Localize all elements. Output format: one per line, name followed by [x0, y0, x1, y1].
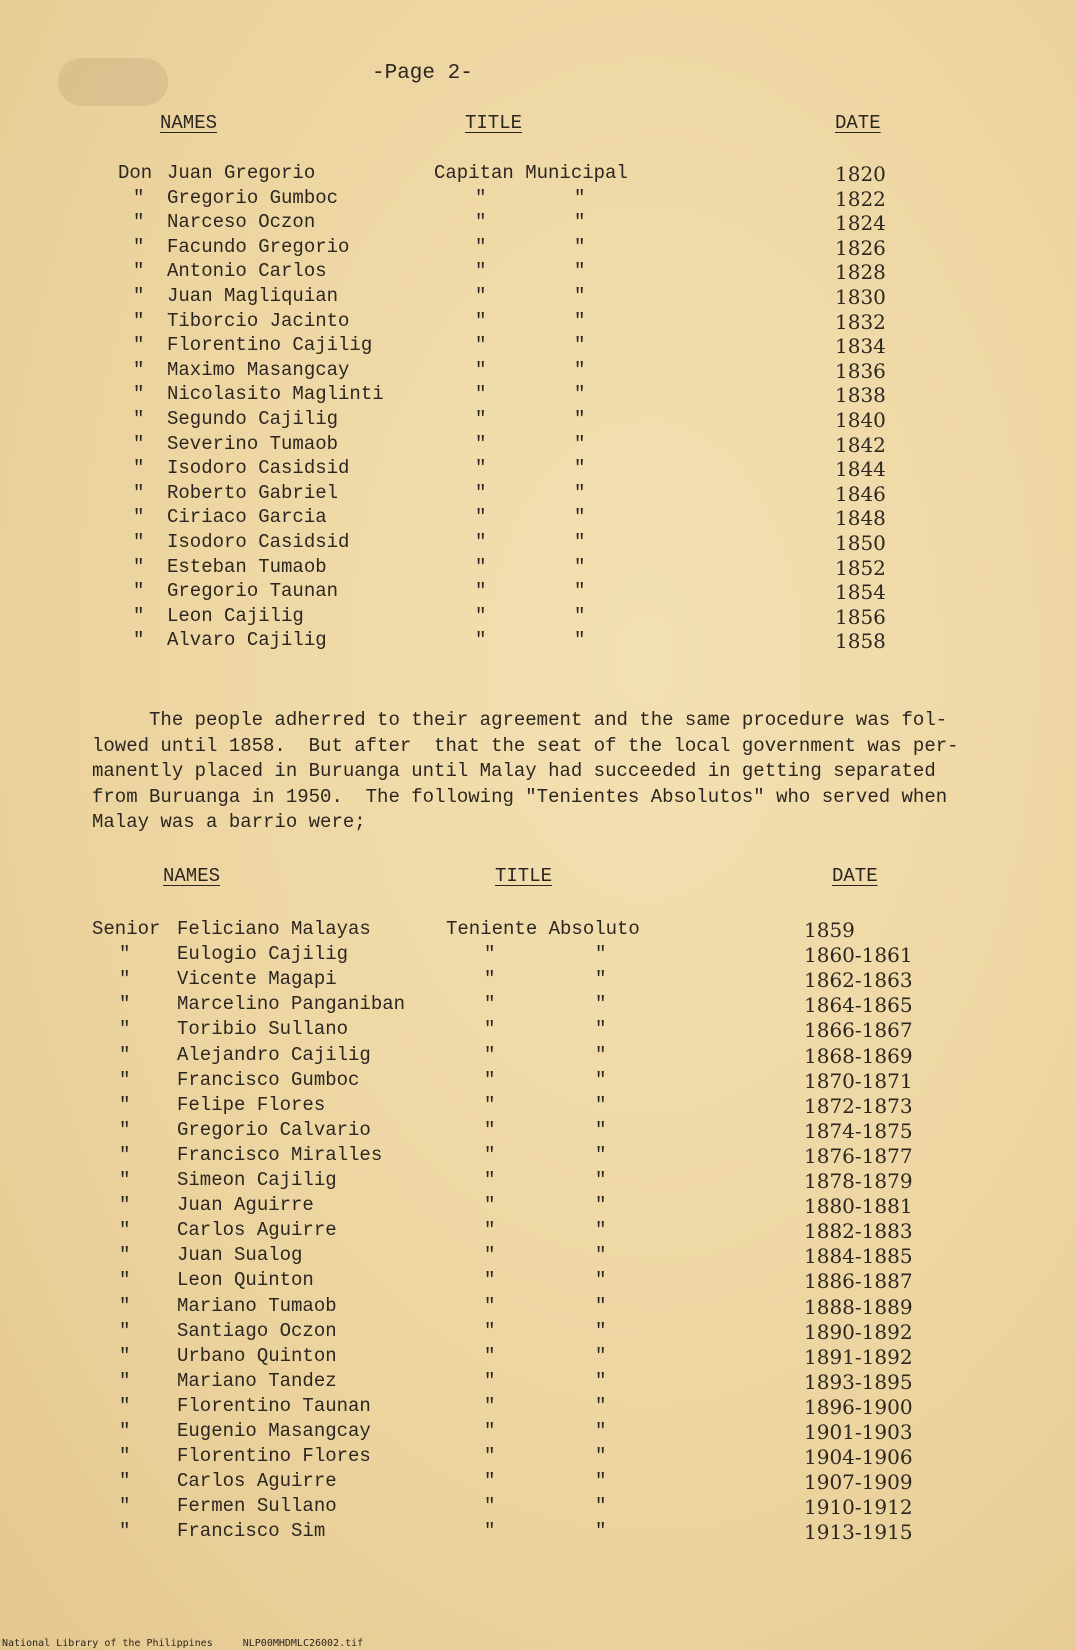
title-ditto-mark: " — [574, 432, 586, 455]
term-date: 1830 — [835, 285, 886, 309]
term-date: 1862-1863 — [804, 968, 913, 993]
term-date: 1859 — [804, 918, 855, 942]
title-ditto-mark: " — [484, 1093, 496, 1116]
title-ditto-mark: " — [484, 1118, 496, 1141]
ditto-mark: " — [119, 1470, 131, 1493]
official-name: Nicolasito Maglinti — [167, 383, 384, 406]
ditto-mark: " — [119, 1169, 131, 1191]
title-ditto-mark: " — [595, 1520, 607, 1543]
title-ditto-mark: " — [484, 1269, 496, 1292]
title-ditto-mark: " — [595, 1445, 607, 1468]
title-ditto-mark: " — [595, 1018, 607, 1041]
table2-header-date: DATE — [832, 865, 878, 887]
table-row — [0, 1044, 1076, 1070]
official-name: Juan Gregorio — [167, 162, 316, 184]
official-name: Esteban Tumaob — [167, 555, 327, 578]
ditto-mark: " — [119, 1093, 131, 1116]
ditto-mark: " — [119, 1118, 131, 1141]
title-ditto-mark: " — [595, 1269, 607, 1292]
title-ditto-mark: " — [595, 943, 607, 966]
official-name: Mariano Tumaob — [177, 1294, 337, 1317]
ditto-mark: " — [133, 408, 145, 430]
table-row — [0, 1445, 1076, 1471]
term-date: 1913-1915 — [804, 1520, 913, 1545]
term-date: 1848 — [835, 506, 886, 531]
title-ditto-mark: " — [484, 1495, 496, 1518]
ditto-mark: " — [133, 580, 145, 603]
table-row — [0, 1244, 1076, 1270]
title-ditto-mark: " — [595, 1068, 607, 1091]
term-date: 1838 — [835, 383, 886, 408]
title-ditto-mark: " — [574, 555, 586, 578]
title-ditto-mark: " — [475, 358, 487, 381]
title-ditto-mark: " — [475, 309, 487, 332]
official-name: Mariano Tandez — [177, 1369, 337, 1392]
ditto-mark: " — [133, 309, 145, 332]
title-ditto-mark: " — [574, 235, 586, 258]
ditto-mark: " — [119, 993, 131, 1016]
ditto-mark: " — [133, 629, 145, 652]
ditto-mark: " — [119, 1143, 131, 1166]
table-row — [0, 1094, 1076, 1120]
ditto-mark: " — [119, 1369, 131, 1392]
title-ditto-mark: " — [574, 531, 586, 553]
official-name: Florentino Cajilig — [167, 334, 373, 357]
official-name: Francisco Miralles — [177, 1143, 383, 1166]
title-ditto-mark: " — [574, 383, 586, 406]
title-ditto-mark: " — [475, 432, 487, 455]
term-date: 1884-1885 — [804, 1244, 913, 1269]
library-name: National Library of the Philippines — [2, 1638, 213, 1649]
term-date: 1891-1892 — [804, 1344, 913, 1369]
title-ditto-mark: " — [595, 1495, 607, 1518]
official-name: Tiborcio Jacinto — [167, 309, 350, 332]
paragraph-line: manently placed in Buruanga until Malay had succeeded in getting separated — [92, 760, 936, 782]
ditto-mark: " — [119, 1043, 131, 1066]
official-name: Maximo Masangcay — [167, 358, 350, 381]
table-row — [0, 1069, 1076, 1095]
title-ditto-mark: " — [574, 186, 586, 209]
table1-header-date: DATE — [835, 112, 881, 134]
term-date: 1824 — [835, 211, 886, 236]
title-ditto-mark: " — [475, 285, 487, 307]
title-ditto-mark: " — [484, 1143, 496, 1166]
title-ditto-mark: " — [484, 968, 496, 991]
ditto-mark: " — [119, 943, 131, 966]
ditto-mark: " — [133, 334, 145, 357]
title-ditto-mark: " — [475, 408, 487, 430]
term-date: 1880-1881 — [804, 1194, 913, 1219]
ditto-mark: " — [119, 1420, 131, 1442]
table-row — [0, 580, 1076, 606]
ditto-mark: " — [133, 383, 145, 406]
paragraph-line: from Buruanga in 1950. The following "Tenientes Absolutos" who served when — [92, 785, 948, 808]
title-ditto-mark: " — [595, 1369, 607, 1392]
term-date: 1820 — [835, 162, 886, 186]
official-name: Alvaro Cajilig — [167, 629, 327, 652]
title-ditto-mark: " — [574, 604, 586, 627]
ditto-mark: " — [119, 968, 131, 991]
official-name: Francisco Sim — [177, 1520, 326, 1543]
title-ditto-mark: " — [475, 457, 487, 480]
title-ditto-mark: " — [475, 580, 487, 603]
ditto-mark: " — [133, 432, 145, 455]
table-row — [0, 1269, 1076, 1295]
table1-header-names: NAMES — [160, 112, 218, 134]
title-ditto-mark: " — [484, 1445, 496, 1468]
official-name: Carlos Aguirre — [177, 1470, 337, 1493]
table-row — [0, 1119, 1076, 1145]
title-ditto-mark: " — [484, 1043, 496, 1066]
body-paragraph — [92, 708, 1017, 836]
term-date: 1910-1912 — [804, 1495, 913, 1520]
term-date: 1876-1877 — [804, 1143, 913, 1168]
official-name: Eugenio Masangcay — [177, 1420, 371, 1442]
official-name: Marcelino Panganiban — [177, 993, 406, 1016]
table-row — [0, 1520, 1076, 1546]
title-ditto-mark: " — [484, 1018, 496, 1041]
ditto-mark: " — [133, 235, 145, 258]
official-name: Alejandro Cajilig — [177, 1043, 371, 1066]
term-date: 1882-1883 — [804, 1219, 913, 1244]
official-name: Gregorio Calvario — [177, 1118, 371, 1141]
official-name: Severino Tumaob — [167, 432, 339, 455]
term-date: 1850 — [835, 531, 886, 555]
table-row — [0, 605, 1076, 631]
term-date: 1852 — [835, 555, 886, 580]
official-name: Facundo Gregorio — [167, 235, 350, 258]
table-row — [0, 1395, 1076, 1421]
table-row — [0, 334, 1076, 360]
ditto-mark: " — [119, 1495, 131, 1518]
paper-stain — [58, 58, 168, 106]
title-ditto-mark: " — [484, 1520, 496, 1543]
title-ditto-mark: " — [574, 481, 586, 504]
archive-footer — [2, 1638, 387, 1649]
ditto-mark: " — [119, 1244, 131, 1267]
term-date: 1858 — [835, 629, 886, 654]
title-ditto-mark: " — [484, 1394, 496, 1417]
table-row — [0, 1345, 1076, 1371]
term-date: 1901-1903 — [804, 1420, 913, 1444]
table-row — [0, 1470, 1076, 1496]
title-ditto-mark: " — [484, 1470, 496, 1493]
table-row — [0, 482, 1076, 508]
ditto-mark: " — [133, 531, 145, 553]
ditto-mark: " — [119, 1520, 131, 1543]
ditto-mark: " — [133, 555, 145, 578]
term-date: 1874-1875 — [804, 1118, 913, 1143]
title-ditto-mark: " — [484, 993, 496, 1016]
title-ditto-mark: " — [484, 1219, 496, 1242]
official-name: Carlos Aguirre — [177, 1219, 337, 1242]
title-ditto-mark: " — [574, 309, 586, 332]
title-ditto-mark: " — [484, 943, 496, 966]
table-row — [0, 310, 1076, 336]
official-name: Fermen Sullano — [177, 1495, 337, 1518]
term-date: 1840 — [835, 408, 886, 432]
term-date: 1854 — [835, 580, 886, 605]
official-name: Florentino Flores — [177, 1445, 371, 1468]
table-row — [0, 1194, 1076, 1220]
term-date: 1866-1867 — [804, 1018, 913, 1043]
table-row — [0, 1144, 1076, 1170]
table-row — [0, 1420, 1076, 1446]
term-date: 1864-1865 — [804, 993, 913, 1018]
title-ditto-mark: " — [475, 211, 487, 234]
title-ditto-mark: " — [595, 1118, 607, 1141]
term-date: 1846 — [835, 481, 886, 506]
term-date: 1828 — [835, 260, 886, 285]
title-ditto-mark: " — [484, 1319, 496, 1342]
term-date: 1826 — [835, 235, 886, 260]
title-ditto-mark: " — [484, 1194, 496, 1217]
title-ditto-mark: " — [595, 1169, 607, 1191]
title-ditto-mark: " — [595, 1319, 607, 1342]
term-date: 1872-1873 — [804, 1093, 913, 1118]
title-ditto-mark: " — [574, 629, 586, 652]
table-row — [0, 187, 1076, 213]
paragraph-line: Malay was a barrio were; — [92, 811, 366, 833]
official-name: Leon Cajilig — [167, 604, 304, 627]
ditto-mark: " — [119, 1445, 131, 1468]
table-row — [0, 1370, 1076, 1396]
official-name: Urbano Quinton — [177, 1344, 337, 1367]
title-ditto-mark: " — [595, 1093, 607, 1116]
official-name: Segundo Cajilig — [167, 408, 339, 430]
official-name: Toribio Sullano — [177, 1018, 349, 1041]
title-ditto-mark: " — [595, 1194, 607, 1217]
title-ditto-mark: " — [484, 1068, 496, 1091]
table-row — [0, 1169, 1076, 1195]
official-name: Leon Quinton — [177, 1269, 314, 1292]
title-ditto-mark: " — [574, 285, 586, 307]
table-row — [0, 1295, 1076, 1321]
table-row — [0, 943, 1076, 969]
ditto-mark: " — [119, 1319, 131, 1342]
term-date: 1834 — [835, 334, 886, 359]
ditto-mark: " — [133, 186, 145, 209]
title-ditto-mark: " — [475, 629, 487, 652]
official-title: Capitan Municipal — [434, 162, 628, 184]
name-prefix: Don — [118, 162, 153, 184]
paragraph-line: The people adherred to their agreement and the same procedure was fol- — [92, 709, 948, 731]
title-ditto-mark: " — [574, 457, 586, 480]
term-date: 1888-1889 — [804, 1294, 913, 1319]
title-ditto-mark: " — [595, 1244, 607, 1267]
title-ditto-mark: " — [475, 481, 487, 504]
title-ditto-mark: " — [574, 211, 586, 234]
title-ditto-mark: " — [574, 506, 586, 529]
table-row — [0, 285, 1076, 311]
title-ditto-mark: " — [574, 580, 586, 603]
official-name: Narceso Oczon — [167, 211, 316, 234]
title-ditto-mark: " — [484, 1369, 496, 1392]
ditto-mark: " — [119, 1344, 131, 1367]
title-ditto-mark: " — [484, 1294, 496, 1317]
ditto-mark: " — [119, 1068, 131, 1091]
ditto-mark: " — [119, 1219, 131, 1242]
term-date: 1832 — [835, 309, 886, 334]
title-ditto-mark: " — [475, 506, 487, 529]
term-date: 1836 — [835, 358, 886, 383]
table2-header-names: NAMES — [163, 865, 221, 887]
title-ditto-mark: " — [595, 993, 607, 1016]
title-ditto-mark: " — [574, 334, 586, 357]
title-ditto-mark: " — [595, 1043, 607, 1066]
official-name: Roberto Gabriel — [167, 481, 339, 504]
term-date: 1878-1879 — [804, 1169, 913, 1193]
table-row — [0, 383, 1076, 409]
official-name: Isodoro Casidsid — [167, 457, 350, 480]
term-date: 1907-1909 — [804, 1470, 913, 1495]
official-name: Santiago Oczon — [177, 1319, 337, 1342]
official-name: Francisco Gumboc — [177, 1068, 360, 1091]
title-ditto-mark: " — [475, 604, 487, 627]
term-date: 1856 — [835, 604, 886, 629]
official-name: Gregorio Gumboc — [167, 186, 339, 209]
official-name: Eulogio Cajilig — [177, 943, 349, 966]
term-date: 1844 — [835, 457, 886, 482]
term-date: 1893-1895 — [804, 1369, 913, 1394]
table-row — [0, 211, 1076, 237]
term-date: 1860-1861 — [804, 943, 913, 968]
table-row — [0, 506, 1076, 532]
ditto-mark: " — [133, 457, 145, 480]
official-name: Gregorio Taunan — [167, 580, 339, 603]
ditto-mark: " — [119, 1194, 131, 1217]
official-name: Simeon Cajilig — [177, 1169, 337, 1191]
official-name: Feliciano Malayas — [177, 918, 371, 940]
ditto-mark: " — [133, 604, 145, 627]
page-number: -Page 2- — [372, 62, 473, 85]
table-row — [0, 993, 1076, 1019]
table-row — [0, 1018, 1076, 1044]
official-name: Juan Sualog — [177, 1244, 303, 1267]
ditto-mark: " — [133, 260, 145, 283]
title-ditto-mark: " — [595, 1420, 607, 1442]
table-row — [0, 918, 1076, 944]
title-ditto-mark: " — [574, 408, 586, 430]
title-ditto-mark: " — [595, 1470, 607, 1493]
ditto-mark: " — [133, 285, 145, 307]
table-row — [0, 1320, 1076, 1346]
table-row — [0, 260, 1076, 286]
title-ditto-mark: " — [595, 1219, 607, 1242]
title-ditto-mark: " — [475, 555, 487, 578]
title-ditto-mark: " — [595, 1143, 607, 1166]
title-ditto-mark: " — [475, 531, 487, 553]
table-row — [0, 1219, 1076, 1245]
official-name: Juan Magliquian — [167, 285, 339, 307]
ditto-mark: " — [119, 1269, 131, 1292]
title-ditto-mark: " — [475, 186, 487, 209]
official-name: Isodoro Casidsid — [167, 531, 350, 553]
title-ditto-mark: " — [574, 358, 586, 381]
title-ditto-mark: " — [595, 1344, 607, 1367]
table2-header-title: TITLE — [495, 865, 553, 887]
table-row — [0, 629, 1076, 655]
table-row — [0, 457, 1076, 483]
ditto-mark: " — [133, 358, 145, 381]
term-date: 1822 — [835, 186, 886, 211]
term-date: 1842 — [835, 432, 886, 457]
title-ditto-mark: " — [595, 968, 607, 991]
official-name: Florentino Taunan — [177, 1394, 371, 1417]
name-prefix: Senior — [92, 918, 161, 940]
table-row — [0, 236, 1076, 262]
title-ditto-mark: " — [484, 1244, 496, 1267]
term-date: 1886-1887 — [804, 1269, 913, 1294]
table-row — [0, 359, 1076, 385]
ditto-mark: " — [119, 1394, 131, 1417]
ditto-mark: " — [119, 1018, 131, 1041]
title-ditto-mark: " — [475, 383, 487, 406]
table-row — [0, 556, 1076, 582]
title-ditto-mark: " — [475, 334, 487, 357]
official-name: Ciriaco Garcia — [167, 506, 327, 529]
title-ditto-mark: " — [475, 260, 487, 283]
title-ditto-mark: " — [484, 1344, 496, 1367]
ditto-mark: " — [133, 481, 145, 504]
table-row — [0, 531, 1076, 557]
term-date: 1896-1900 — [804, 1394, 913, 1419]
table-row — [0, 433, 1076, 459]
table-row — [0, 408, 1076, 434]
official-title: Teniente Absoluto — [446, 918, 640, 940]
table-row — [0, 162, 1076, 188]
official-name: Felipe Flores — [177, 1093, 326, 1116]
title-ditto-mark: " — [484, 1169, 496, 1191]
official-name: Vicente Magapi — [177, 968, 337, 991]
ditto-mark: " — [133, 211, 145, 234]
term-date: 1868-1869 — [804, 1043, 913, 1068]
table-row — [0, 1495, 1076, 1521]
title-ditto-mark: " — [484, 1420, 496, 1442]
paragraph-line: lowed until 1858. But after that the seat of the local government was per- — [92, 734, 959, 757]
table-row — [0, 968, 1076, 994]
title-ditto-mark: " — [595, 1294, 607, 1317]
title-ditto-mark: " — [475, 235, 487, 258]
term-date: 1890-1892 — [804, 1319, 913, 1344]
title-ditto-mark: " — [595, 1394, 607, 1417]
term-date: 1870-1871 — [804, 1068, 913, 1093]
ditto-mark: " — [133, 506, 145, 529]
ditto-mark: " — [119, 1294, 131, 1317]
official-name: Antonio Carlos — [167, 260, 327, 283]
official-name: Juan Aguirre — [177, 1194, 314, 1217]
file-name: NLP00MHDMLC26002.tif — [242, 1638, 364, 1649]
title-ditto-mark: " — [574, 260, 586, 283]
table1-header-title: TITLE — [465, 112, 523, 134]
term-date: 1904-1906 — [804, 1445, 913, 1470]
